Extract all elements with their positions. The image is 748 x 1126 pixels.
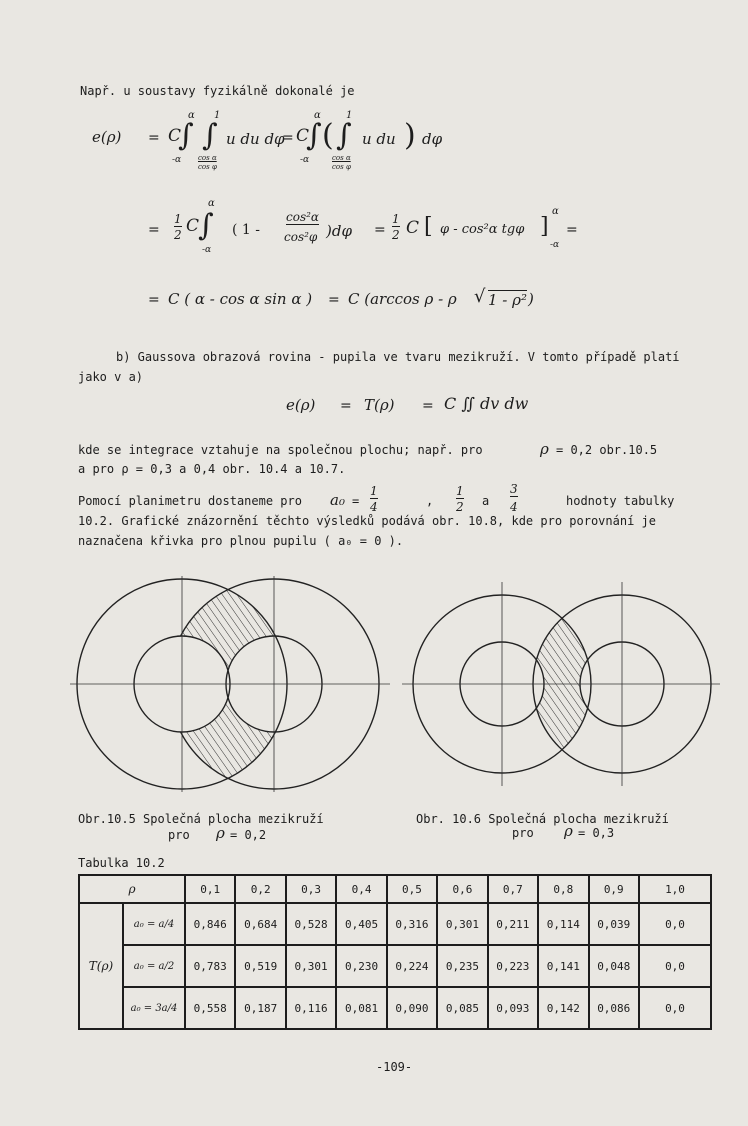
fig5-caption-value: = 0,2 [230, 828, 267, 842]
col-header: 0,8 [538, 875, 588, 903]
integral-sign-5: ∫ [198, 208, 214, 243]
left-bracket: [ [424, 214, 433, 239]
table-cell: 0,558 [185, 987, 235, 1029]
row-label: a₀ = a/4 [123, 903, 185, 945]
table-cell: 0,224 [387, 945, 437, 987]
col-header: 0,1 [185, 875, 235, 903]
col-header: 0,6 [437, 875, 487, 903]
right-paren: ) [404, 118, 416, 153]
int4-lower-den: cos φ [332, 163, 351, 171]
para-d-eq: = [352, 494, 360, 508]
eq1-lhs: e(ρ) [92, 128, 122, 146]
table-cell: 0,086 [589, 987, 640, 1029]
eq2-bracket-content: φ - cos²α tgφ [440, 222, 525, 237]
para-d-comma: , [426, 494, 434, 508]
para-c-rho: ρ [540, 440, 549, 458]
eq2-upper: α [208, 198, 215, 209]
col-header: 0,4 [336, 875, 386, 903]
table-cell: 0,187 [235, 987, 285, 1029]
right-bracket: ] [540, 214, 549, 239]
int1-lower: -α [172, 155, 182, 165]
int2-lower-num: cos α [198, 154, 217, 162]
sqrt-sign: √ [474, 286, 486, 307]
int3-upper: α [314, 110, 321, 121]
para-d-a0: a₀ [330, 491, 345, 509]
table-row [79, 987, 711, 1029]
table-cell: 0,405 [336, 903, 386, 945]
eq1-equals: = [148, 130, 160, 146]
rho-header: ρ [79, 875, 185, 903]
table-cell: 0,0 [639, 987, 711, 1029]
integral-sign-4: ∫ [336, 118, 352, 153]
fig6-caption-value: = 0,3 [578, 826, 615, 840]
eq4-mid: T(ρ) [364, 396, 395, 414]
int1-upper: α [188, 110, 195, 121]
para-d-line2: 10.2. Grafické znázornění těchto výsledků podává obr. 10.8, kde pro porovnání je [78, 514, 656, 528]
table-cell: 0,085 [437, 987, 487, 1029]
frac1-num: 1 [370, 484, 378, 498]
para-d-line3: naznačena křivka pro plnou pupilu ( a₀ = 0 ). [78, 534, 404, 548]
para-c-line1: kde se integrace vztahuje na společnou plochu; např. pro [78, 443, 483, 457]
eq2-half-num: 1 [174, 212, 182, 226]
table-title: Tabulka 10.2 [78, 856, 165, 870]
int3-lower: -α [300, 155, 310, 165]
eq2-constant: C [186, 216, 200, 236]
fig5-caption-pro: pro [168, 828, 190, 842]
eq1-inner: u du [362, 130, 396, 148]
eq2-frac-num: cos²α [286, 210, 320, 224]
eq3-equals-2: = [328, 292, 340, 308]
eq1-integrand: u du dφ [226, 130, 285, 148]
frac2-num: 1 [456, 484, 464, 498]
table-row [79, 945, 711, 987]
table-cell: 0,301 [437, 903, 487, 945]
frac1-den: 4 [370, 500, 378, 514]
intro-text: Např. u soustavy fyzikálně dokonalé je [80, 84, 355, 98]
eq3-part1: C ( α - cos α sin α ) [168, 290, 313, 308]
eq3-equals: = [148, 292, 160, 308]
eq2-half-num-2: 1 [392, 212, 400, 226]
page-number: -109- [376, 1060, 413, 1074]
col-header: 0,5 [387, 875, 437, 903]
table-cell: 0,316 [387, 903, 437, 945]
table-cell: 0,039 [589, 903, 640, 945]
table-cell: 0,0 [639, 903, 711, 945]
table-cell: 0,116 [286, 987, 336, 1029]
int4-upper: 1 [346, 110, 353, 121]
figure-10-6 [402, 582, 720, 786]
data-table [78, 874, 712, 1030]
eq2-half-den-2: 2 [392, 228, 400, 242]
eq2-blower: -α [550, 240, 560, 250]
eq2-half-den: 2 [174, 228, 182, 242]
eq1-constant-2: C [296, 126, 310, 146]
table-cell: 0,684 [235, 903, 285, 945]
eq2-equals-2: = [374, 222, 386, 238]
para-c-line2: a pro ρ = 0,3 a 0,4 obr. 10.4 a 10.7. [78, 462, 346, 476]
eq2-constant-2: C [406, 218, 420, 238]
table-cell: 0,528 [286, 903, 336, 945]
col-header: 1,0 [639, 875, 711, 903]
eq1-dphi: dφ [422, 130, 443, 148]
table-cell: 0,230 [336, 945, 386, 987]
row-label: a₀ = a/2 [123, 945, 185, 987]
table-cell: 0,093 [488, 987, 538, 1029]
table-cell: 0,090 [387, 987, 437, 1029]
eq2-dphi: )dφ [326, 222, 352, 240]
table-cell: 0,783 [185, 945, 235, 987]
table-cell: 0,223 [488, 945, 538, 987]
eq3-part2: C (arccos ρ - ρ [348, 290, 457, 308]
figure-10-5 [70, 576, 390, 792]
fig6-caption-rho: ρ [564, 822, 573, 840]
figures-svg [0, 560, 748, 810]
eq1-equals-2: = [282, 130, 294, 146]
para-d-end: hodnoty tabulky [566, 494, 675, 508]
col-header: 0,9 [589, 875, 640, 903]
para-c-line1-end: = 0,2 obr.10.5 [556, 443, 658, 457]
para-d-start: Pomocí planimetru dostaneme pro [78, 494, 302, 508]
table-cell: 0,142 [538, 987, 588, 1029]
row-group-label: T(ρ) [79, 903, 123, 1029]
fig6-caption-line1: Obr. 10.6 Společná plocha mezikruží [416, 812, 669, 826]
col-header: 0,7 [488, 875, 538, 903]
table-cell: 0,301 [286, 945, 336, 987]
table-cell: 0,114 [538, 903, 588, 945]
int2-upper: 1 [214, 110, 221, 121]
int2-lower-den: cos φ [198, 163, 217, 171]
eq4-lhs: e(ρ) [286, 396, 316, 414]
left-paren: ( [322, 118, 334, 153]
table-cell: 0,0 [639, 945, 711, 987]
table-cell: 0,141 [538, 945, 588, 987]
para-b-line2: jako v a) [78, 370, 144, 384]
para-b-line1: b) Gaussova obrazová rovina - pupila ve tvaru mezikruží. V tomto případě platí [116, 350, 680, 364]
eq2-equals-3: = [566, 222, 578, 238]
eq4-equals-2: = [422, 398, 434, 414]
eq3-sqrt: 1 - ρ² [488, 291, 527, 309]
eq2-one-minus: ( 1 - [232, 222, 260, 238]
table-cell: 0,235 [437, 945, 487, 987]
frac3-den: 4 [510, 500, 518, 514]
fig5-caption-line1: Obr.10.5 Společná plocha mezikruží [78, 812, 324, 826]
frac2-den: 2 [456, 500, 464, 514]
table-cell: 0,211 [488, 903, 538, 945]
eq1-constant: C [168, 126, 182, 146]
para-d-and: a [482, 494, 490, 508]
fig5-caption-rho: ρ [216, 824, 225, 842]
integral-sign-1: ∫ [178, 118, 194, 153]
eq3-close: ) [528, 290, 534, 308]
eq2-bupper: α [552, 206, 559, 217]
table-row [79, 903, 711, 945]
row-label: a₀ = 3a/4 [123, 987, 185, 1029]
eq2-equals: = [148, 222, 160, 238]
table-cell: 0,048 [589, 945, 640, 987]
frac3-num: 3 [510, 482, 518, 496]
int4-lower-num: cos α [332, 154, 351, 162]
eq2-frac-den: cos²φ [284, 230, 318, 244]
eq4-rhs: C ∬ dv dw [444, 394, 529, 413]
col-header: 0,2 [235, 875, 285, 903]
table-cell: 0,081 [336, 987, 386, 1029]
fig6-caption-pro: pro [512, 826, 534, 840]
integral-sign-2: ∫ [202, 118, 218, 153]
col-header: 0,3 [286, 875, 336, 903]
table-cell: 0,519 [235, 945, 285, 987]
eq4-equals-1: = [340, 398, 352, 414]
eq2-lower: -α [202, 245, 212, 255]
table-cell: 0,846 [185, 903, 235, 945]
table-header-row [79, 875, 711, 903]
integral-sign-3: ∫ [306, 118, 322, 153]
